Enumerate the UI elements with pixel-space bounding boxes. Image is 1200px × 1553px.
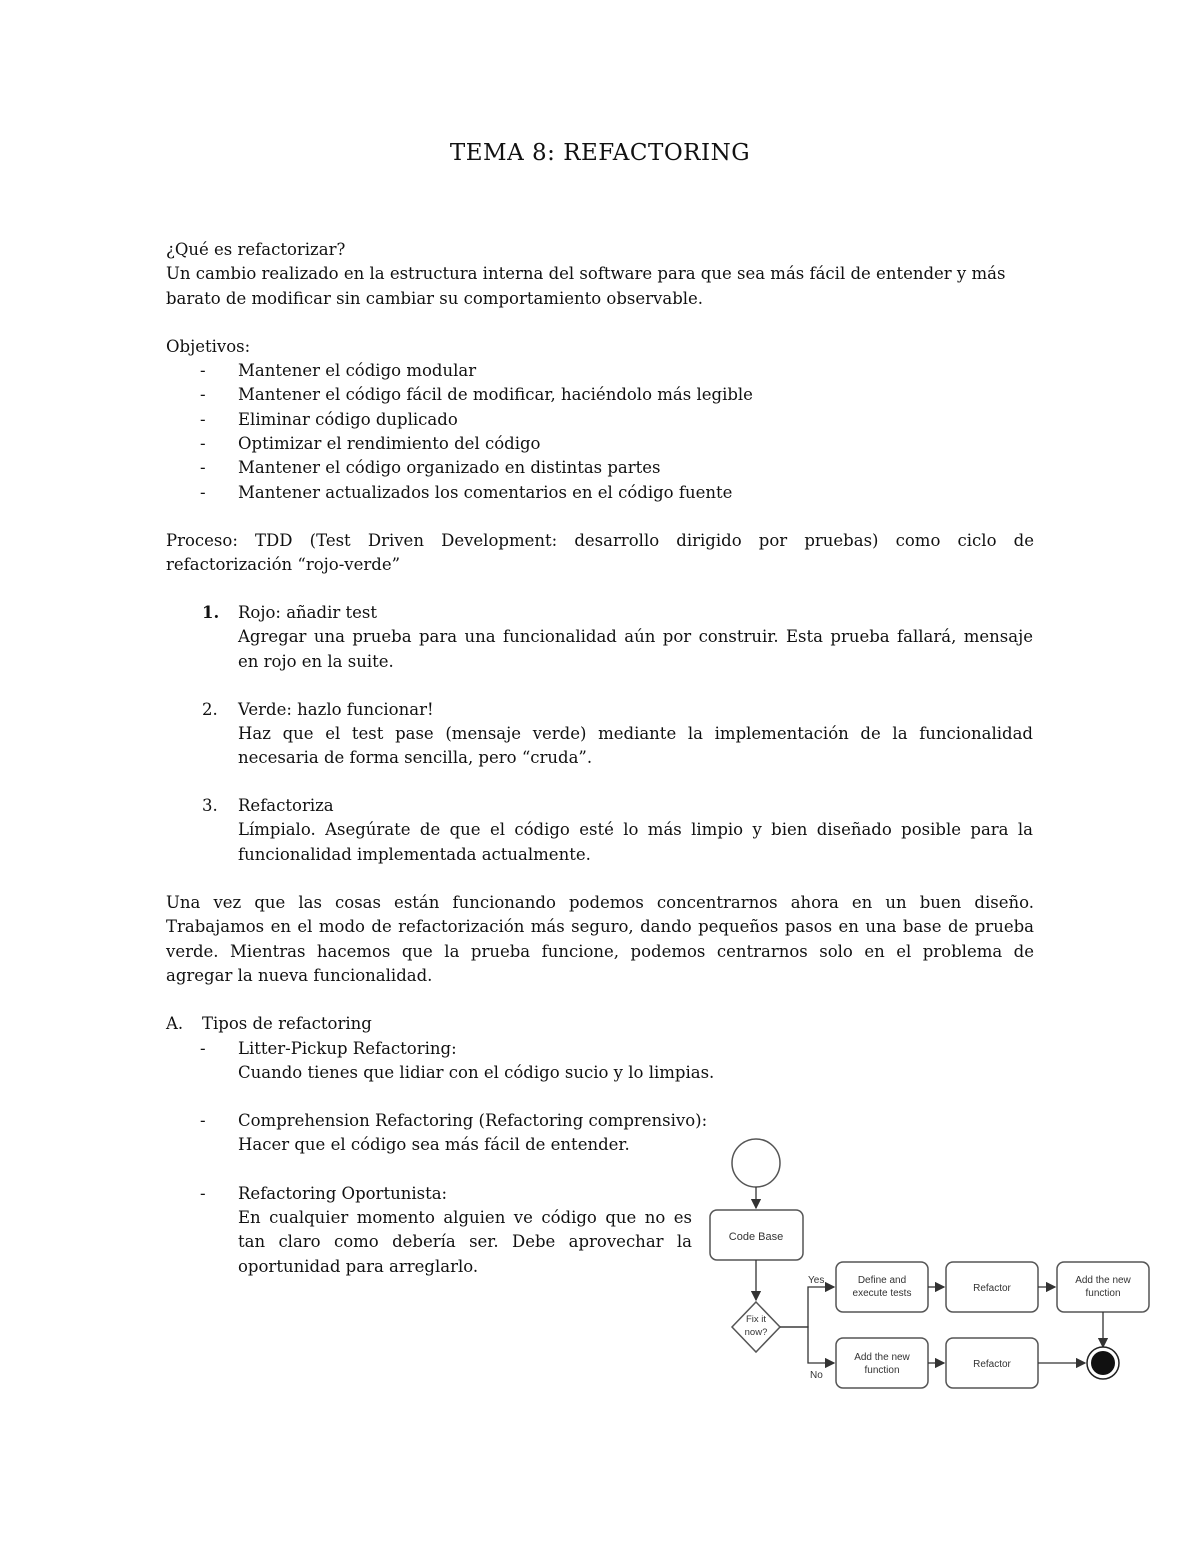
process-line2: refactorización “rojo-verde” (166, 555, 401, 574)
document-page: TEMA 8: REFACTORING ¿Qué es refactorizar? Un cambio realizado en la estructura interna del software para que sea más fácil de entender y más barato de modificar sin cambiar su comportamiento observable. Objetivos: - Mantener el código modular - Mantener el código fácil de modificar, haciéndolo más legible - Eliminar código duplicado - Optimizar el rendimiento del código - Mantener el código organizado en distintas partes - Mantener actualizados los comentarios en el código fuente Proceso: TDD (Test Driven Development: desarrollo dirigido por pruebas) como ciclo de refactorización “rojo-verde” 1. Rojo: añadir test Agregar una prueba para una funcionalidad aún por construir. Esta prueba fallará, mensaje en rojo en la suite. 2. Verde: hazlo funcionar! Haz que el test pase (mensaje verde) mediante la implementación de la funcionalidad necesaria de forma sencilla, pero “cruda”. 3. Refactoriza Límpialo. Asegúrate de que el código esté lo más limpio y bien diseñado posible para la funcionalidad implementada actualmente. Una vez que las cosas están funcionando podemos concentrarnos ahora en un buen diseño. Trabajamos en el modo de refactorización más seguro, dando pequeños pasos en una base de prueba verde. Mientras hacemos que la prueba funcione, podemos centrarnos solo en el problema de agregar la nueva funcionalidad. A. Tipos de refactoring - Litter-Pickup Refactoring: Cuando tienes que lidiar con el código sucio y lo limpias. - Comprehension Refactoring (Refactoring comprensivo): Hacer que el código sea más fácil de entender. - Refactoring Oportunista: En cualquier momento alguien ve código que no es tan claro como debería ser. Debe aprovechar la oportunidad para arreglarlo. Code Base Fix it now? Yes No Define and execute tests Refactor Add the new function Add the new function Refactor (0, 0, 1200, 1553)
refactoring-flow-diagram (700, 1130, 1160, 1400)
step-line: Límpialo. Asegúrate de que el código esté lo más limpio y bien diseñado posible para la (238, 820, 1033, 839)
summary-line: verde. Mientras hacemos que la prueba funcione, podemos centrarnos solo en el problema de (166, 942, 1034, 961)
objectives-heading: Objetivos: (166, 337, 251, 356)
refactor-type-desc: oportunidad para arreglarlo. (238, 1257, 479, 1276)
add-function-bottom-label: function (864, 1365, 900, 1376)
add-function-bottom-node (836, 1338, 928, 1388)
decision-label: now? (744, 1327, 768, 1338)
step-line: Haz que el test pase (mensaje verde) mediante la implementación de la funcionalidad (238, 724, 1033, 743)
section-heading: Tipos de refactoring (202, 1014, 372, 1033)
step-line: funcionalidad implementada actualmente. (238, 845, 591, 864)
start-node (732, 1139, 780, 1187)
code-base-label: Code Base (728, 1231, 784, 1243)
no-label: No (810, 1370, 823, 1381)
define-tests-node (836, 1262, 928, 1312)
step-line: en rojo en la suite. (238, 652, 394, 671)
summary-line: Una vez que las cosas están funcionando podemos concentrarnos ahora en un buen diseño. (166, 893, 1034, 912)
step-number: 3. (202, 796, 218, 815)
yes-branch-arrow (780, 1287, 834, 1327)
step-number: 2. (202, 700, 218, 719)
refactor-type-desc: tan claro como debería ser. Debe aprovechar la (238, 1232, 692, 1251)
intro-question: ¿Qué es refactorizar? (166, 240, 346, 259)
add-function-top-label: function (1085, 1288, 1121, 1299)
summary-line: agregar la nueva funcionalidad. (166, 966, 433, 985)
define-tests-label: Define and (857, 1275, 907, 1286)
step-line: necesaria de forma sencilla, pero “cruda”. (238, 748, 593, 767)
add-function-top-node (1057, 1262, 1149, 1312)
step-number: 1. (202, 603, 220, 622)
intro-answer-line2: barato de modificar sin cambiar su comportamiento observable. (166, 289, 704, 308)
refactor-type-desc: Hacer que el código sea más fácil de entender. (238, 1135, 630, 1154)
decision-label: Fix it (745, 1314, 767, 1325)
process-line1: Proceso: TDD (Test Driven Development: desarrollo dirigido por pruebas) como ciclo de (166, 531, 1034, 550)
refactor-top-label: Refactor (973, 1283, 1011, 1294)
page-title: TEMA 8: REFACTORING (449, 140, 751, 166)
add-function-bottom-label: Add the new (854, 1352, 910, 1363)
section-letter: A. (166, 1014, 184, 1033)
refactor-bottom-label: Refactor (973, 1359, 1011, 1370)
no-branch-arrow (780, 1327, 834, 1363)
yes-label: Yes (808, 1275, 825, 1286)
refactor-type-desc: En cualquier momento alguien ve código que no es (238, 1208, 692, 1227)
add-function-top-label: Add the new (1075, 1275, 1131, 1286)
end-node (1091, 1351, 1115, 1375)
define-tests-label: execute tests (852, 1288, 912, 1299)
intro-answer-line1: Un cambio realizado en la estructura interna del software para que sea más fácil de entender y más (166, 264, 1006, 283)
step-title: Rojo: añadir test (238, 603, 377, 622)
step-title: Verde: hazlo funcionar! (238, 700, 434, 719)
step-title: Refactoriza (238, 796, 334, 815)
step-line: Agregar una prueba para una funcionalidad aún por construir. Esta prueba fallará, mensaje (238, 627, 1033, 646)
summary-line: Trabajamos en el modo de refactorización más seguro, dando pequeños pasos en una base de prueba (166, 917, 1034, 936)
refactor-type-desc: Cuando tienes que lidiar con el código sucio y lo limpias. (238, 1063, 715, 1082)
